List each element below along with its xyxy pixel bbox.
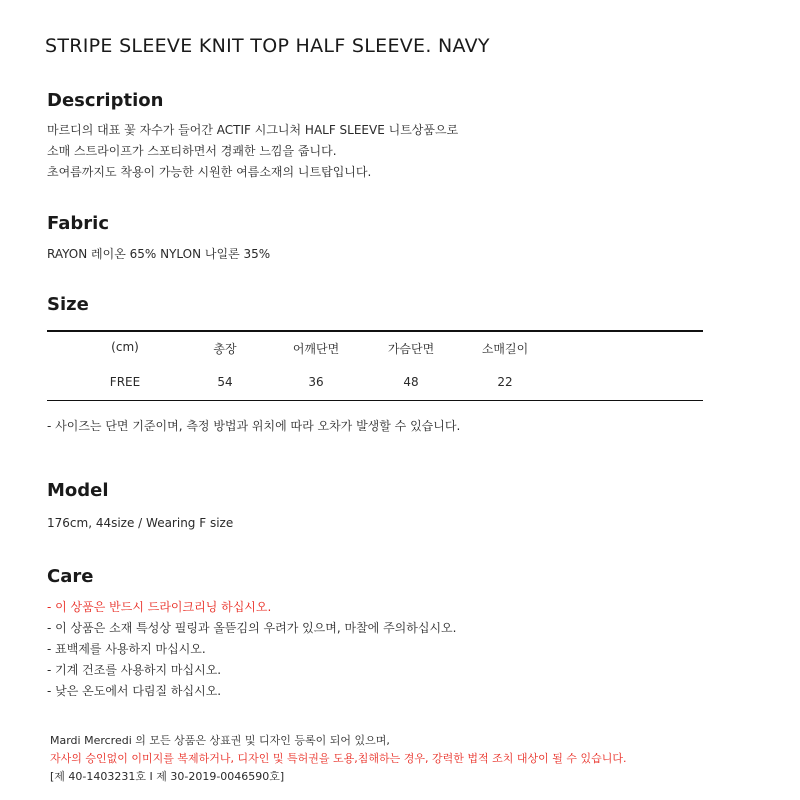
description-heading: Description <box>47 90 164 111</box>
size-cell: 54 <box>217 375 233 389</box>
product-title: STRIPE SLEEVE KNIT TOP HALF SLEEVE. NAVY <box>45 35 490 57</box>
model-text: 176cm, 44size / Wearing F size <box>47 516 234 530</box>
size-table-bottom-rule <box>47 400 703 401</box>
model-heading: Model <box>47 480 109 501</box>
size-table-top-rule <box>47 330 703 332</box>
size-cell: 48 <box>403 375 419 389</box>
copyright-warning: 자사의 승인없이 이미지를 복제하거나, 디자인 및 특허권을 도용,침해하는 경우, 강력한 법적 조치 대상이 될 수 있습니다. <box>50 752 627 765</box>
size-cell: FREE <box>109 375 141 389</box>
size-header-shoulder: 어깨단면 <box>292 342 340 356</box>
registration-numbers: [제 40-1403231호 I 제 30-2019-0046590호] <box>50 770 285 783</box>
fabric-heading: Fabric <box>47 213 109 234</box>
description-line: 소매 스트라이프가 스포티하면서 경쾌한 느낌을 줍니다. <box>47 144 337 158</box>
fabric-text: RAYON 레이온 65% NYLON 나일론 35% <box>47 247 271 261</box>
copyright-line: Mardi Mercredi 의 모든 상품은 상표권 및 디자인 등록이 되어 있으며, <box>50 734 390 747</box>
copyright-notice <box>50 732 626 786</box>
care-line: - 기계 건조를 사용하지 마십시오. <box>47 663 222 677</box>
care-warning: - 이 상품은 반드시 드라이크리닝 하십시오. <box>47 600 272 614</box>
size-cell: 36 <box>308 375 324 389</box>
size-header-sleeve: 소매길이 <box>481 342 529 356</box>
size-header-chest: 가슴단면 <box>387 342 435 356</box>
size-heading: Size <box>47 294 89 315</box>
care-heading: Care <box>47 566 94 587</box>
description-line: 초여름까지도 착용이 가능한 시원한 여름소재의 니트탑입니다. <box>47 165 372 179</box>
care-list <box>47 597 456 702</box>
description-line: 마르디의 대표 꽃 자수가 들어간 ACTIF 시그니처 HALF SLEEVE 니트상품으로 <box>47 123 459 137</box>
description-text <box>47 120 458 183</box>
size-cell: 22 <box>497 375 513 389</box>
care-line: - 이 상품은 소재 특성상 필링과 올뜯김의 우려가 있으며, 마찰에 주의하십시오. <box>47 621 457 635</box>
care-line: - 낮은 온도에서 다림질 하십시오. <box>47 684 222 698</box>
size-header-length: 총장 <box>213 342 237 356</box>
care-line: - 표백제를 사용하지 마십시오. <box>47 642 206 656</box>
size-header-unit: (cm) <box>111 340 139 354</box>
size-note: - 사이즈는 단면 기준이며, 측정 방법과 위치에 따라 오차가 발생할 수 있습니다. <box>47 419 461 433</box>
